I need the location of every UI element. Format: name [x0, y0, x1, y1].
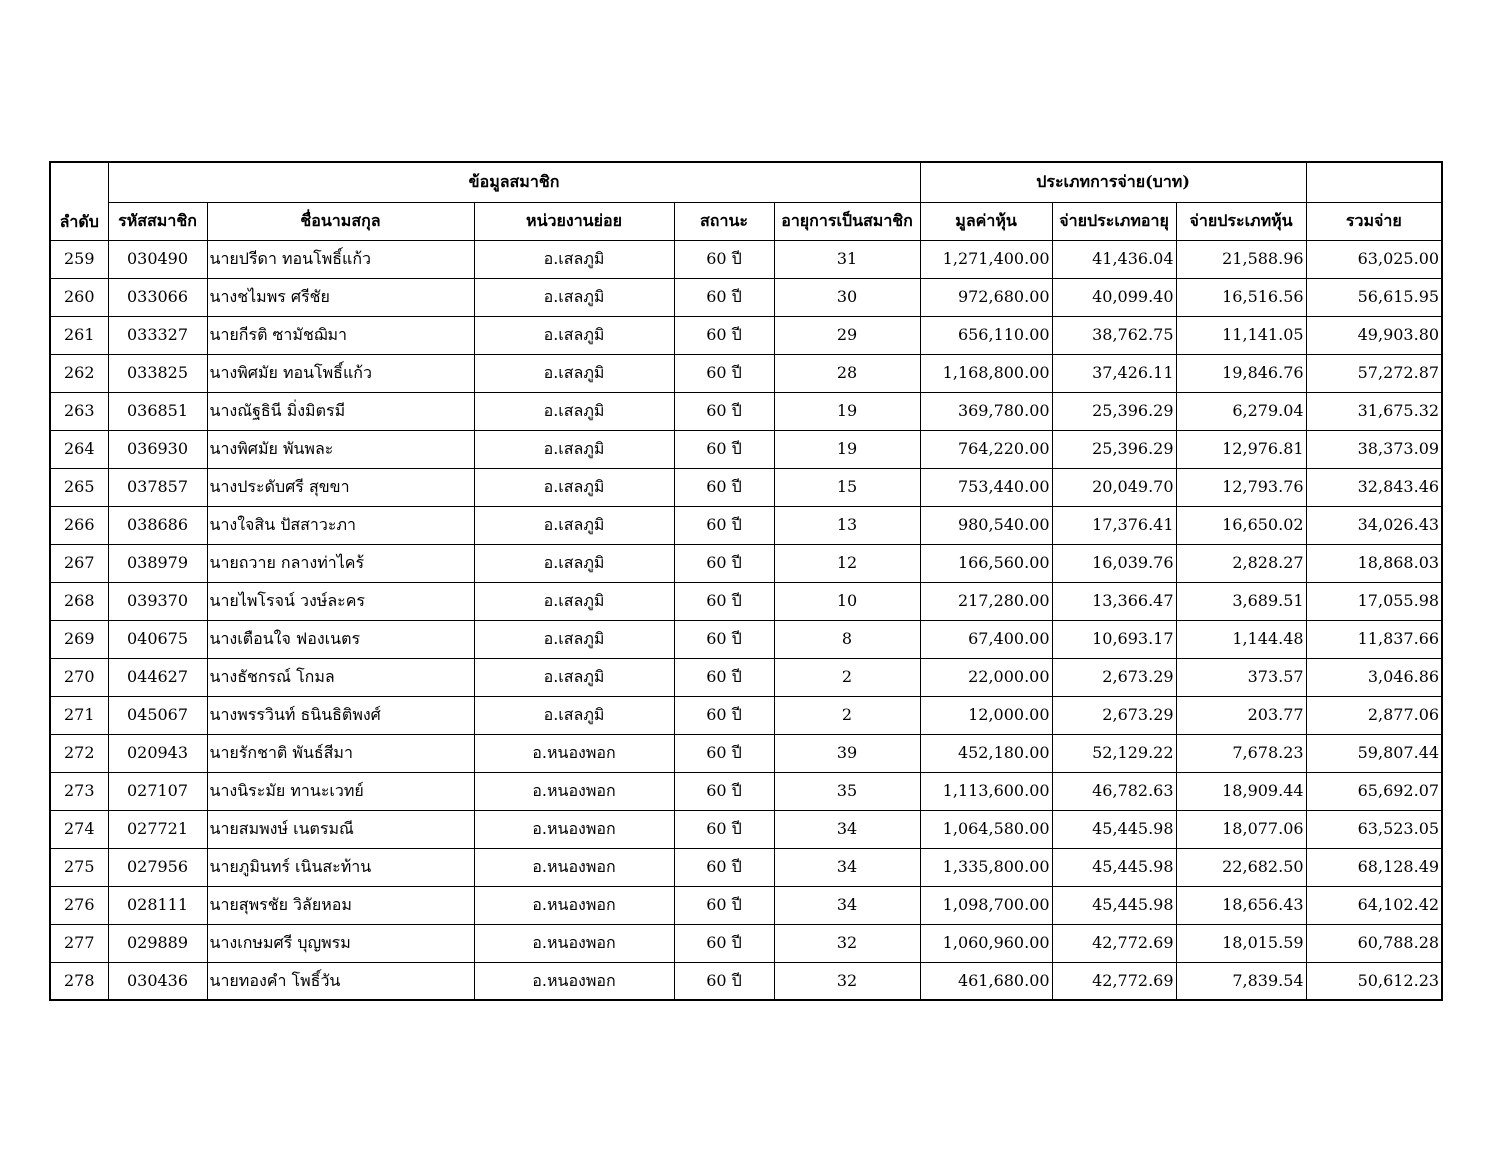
table-row — [50, 468, 1442, 506]
cell-pay-by-share: 18,909.44 — [1176, 772, 1306, 810]
cell-member-id: 045067 — [108, 696, 207, 734]
cell-member-id: 029889 — [108, 924, 207, 962]
cell-unit: อ.หนองพอก — [474, 886, 674, 924]
cell-status: 60 ปี — [674, 886, 774, 924]
table-row — [50, 696, 1442, 734]
cell-unit: อ.หนองพอก — [474, 810, 674, 848]
cell-unit: อ.เสลภูมิ — [474, 696, 674, 734]
cell-status: 60 ปี — [674, 354, 774, 392]
cell-total-pay: 2,877.06 — [1306, 696, 1442, 734]
cell-membership-years: 39 — [774, 734, 920, 772]
table-row — [50, 354, 1442, 392]
cell-index: 269 — [50, 620, 108, 658]
table-row — [50, 316, 1442, 354]
column-header-member-id: รหัสสมาชิก — [108, 202, 207, 240]
cell-share-value: 22,000.00 — [920, 658, 1052, 696]
column-header-status: สถานะ — [674, 202, 774, 240]
cell-pay-by-age: 45,445.98 — [1052, 848, 1176, 886]
cell-pay-by-age: 52,129.22 — [1052, 734, 1176, 772]
cell-unit: อ.เสลภูมิ — [474, 316, 674, 354]
cell-index: 268 — [50, 582, 108, 620]
cell-index: 262 — [50, 354, 108, 392]
cell-pay-by-age: 46,782.63 — [1052, 772, 1176, 810]
cell-name: นางเกษมศรี บุญพรม — [207, 924, 474, 962]
cell-membership-years: 28 — [774, 354, 920, 392]
cell-pay-by-age: 2,673.29 — [1052, 658, 1176, 696]
table-row — [50, 392, 1442, 430]
cell-status: 60 ปี — [674, 696, 774, 734]
table-body — [50, 240, 1442, 1000]
cell-status: 60 ปี — [674, 962, 774, 1000]
cell-status: 60 ปี — [674, 316, 774, 354]
cell-share-value: 369,780.00 — [920, 392, 1052, 430]
cell-pay-by-share: 11,141.05 — [1176, 316, 1306, 354]
cell-pay-by-share: 373.57 — [1176, 658, 1306, 696]
cell-pay-by-share: 16,516.56 — [1176, 278, 1306, 316]
cell-pay-by-age: 42,772.69 — [1052, 924, 1176, 962]
group-header-empty — [1306, 162, 1442, 202]
cell-unit: อ.เสลภูมิ — [474, 544, 674, 582]
cell-membership-years: 30 — [774, 278, 920, 316]
cell-status: 60 ปี — [674, 924, 774, 962]
cell-pay-by-age: 25,396.29 — [1052, 430, 1176, 468]
cell-status: 60 ปี — [674, 392, 774, 430]
cell-status: 60 ปี — [674, 734, 774, 772]
cell-member-id: 038686 — [108, 506, 207, 544]
cell-pay-by-share: 12,976.81 — [1176, 430, 1306, 468]
cell-membership-years: 34 — [774, 810, 920, 848]
column-header-index: ลำดับ — [50, 162, 108, 240]
cell-pay-by-age: 41,436.04 — [1052, 240, 1176, 278]
cell-pay-by-age: 42,772.69 — [1052, 962, 1176, 1000]
cell-member-id: 033066 — [108, 278, 207, 316]
table-row — [50, 810, 1442, 848]
table-row — [50, 734, 1442, 772]
cell-share-value: 1,168,800.00 — [920, 354, 1052, 392]
table-row — [50, 506, 1442, 544]
cell-total-pay: 56,615.95 — [1306, 278, 1442, 316]
cell-status: 60 ปี — [674, 582, 774, 620]
cell-index: 259 — [50, 240, 108, 278]
cell-share-value: 452,180.00 — [920, 734, 1052, 772]
cell-pay-by-share: 18,077.06 — [1176, 810, 1306, 848]
cell-pay-by-age: 17,376.41 — [1052, 506, 1176, 544]
column-header-pay-by-age: จ่ายประเภทอายุ — [1052, 202, 1176, 240]
cell-total-pay: 64,102.42 — [1306, 886, 1442, 924]
group-header-member-info: ข้อมูลสมาชิก — [108, 162, 920, 202]
table-row — [50, 240, 1442, 278]
cell-name: นางพรรวินท์ ธนินธิติพงศ์ — [207, 696, 474, 734]
table-row — [50, 430, 1442, 468]
cell-name: นายปรีดา ทอนโพธิ์แก้ว — [207, 240, 474, 278]
cell-total-pay: 60,788.28 — [1306, 924, 1442, 962]
cell-pay-by-share: 6,279.04 — [1176, 392, 1306, 430]
cell-membership-years: 29 — [774, 316, 920, 354]
cell-pay-by-share: 22,682.50 — [1176, 848, 1306, 886]
cell-name: นายถวาย กลางท่าไคร้ — [207, 544, 474, 582]
cell-pay-by-share: 18,015.59 — [1176, 924, 1306, 962]
cell-pay-by-age: 45,445.98 — [1052, 886, 1176, 924]
cell-member-id: 036930 — [108, 430, 207, 468]
cell-member-id: 037857 — [108, 468, 207, 506]
cell-index: 273 — [50, 772, 108, 810]
cell-pay-by-share: 21,588.96 — [1176, 240, 1306, 278]
cell-name: นางณัฐธินี มิ่งมิตรมี — [207, 392, 474, 430]
cell-member-id: 038979 — [108, 544, 207, 582]
cell-unit: อ.หนองพอก — [474, 924, 674, 962]
table-row — [50, 962, 1442, 1000]
cell-unit: อ.เสลภูมิ — [474, 468, 674, 506]
cell-total-pay: 3,046.86 — [1306, 658, 1442, 696]
cell-unit: อ.เสลภูมิ — [474, 240, 674, 278]
table-row — [50, 658, 1442, 696]
cell-pay-by-share: 7,839.54 — [1176, 962, 1306, 1000]
column-header-membership-years: อายุการเป็นสมาชิก — [774, 202, 920, 240]
cell-membership-years: 13 — [774, 506, 920, 544]
cell-unit: อ.เสลภูมิ — [474, 582, 674, 620]
cell-pay-by-age: 38,762.75 — [1052, 316, 1176, 354]
cell-membership-years: 8 — [774, 620, 920, 658]
cell-member-id: 030490 — [108, 240, 207, 278]
cell-status: 60 ปี — [674, 848, 774, 886]
cell-total-pay: 63,523.05 — [1306, 810, 1442, 848]
cell-member-id: 027956 — [108, 848, 207, 886]
table-row — [50, 582, 1442, 620]
cell-share-value: 1,113,600.00 — [920, 772, 1052, 810]
cell-share-value: 1,271,400.00 — [920, 240, 1052, 278]
cell-status: 60 ปี — [674, 810, 774, 848]
cell-name: นางธัชกรณ์ โกมล — [207, 658, 474, 696]
cell-name: นางนิระมัย ทานะเวทย์ — [207, 772, 474, 810]
cell-membership-years: 19 — [774, 392, 920, 430]
cell-membership-years: 2 — [774, 658, 920, 696]
cell-total-pay: 32,843.46 — [1306, 468, 1442, 506]
cell-pay-by-share: 7,678.23 — [1176, 734, 1306, 772]
cell-index: 272 — [50, 734, 108, 772]
cell-index: 276 — [50, 886, 108, 924]
cell-member-id: 033825 — [108, 354, 207, 392]
cell-pay-by-age: 37,426.11 — [1052, 354, 1176, 392]
cell-share-value: 1,064,580.00 — [920, 810, 1052, 848]
cell-unit: อ.หนองพอก — [474, 772, 674, 810]
cell-membership-years: 35 — [774, 772, 920, 810]
cell-pay-by-age: 10,693.17 — [1052, 620, 1176, 658]
cell-total-pay: 17,055.98 — [1306, 582, 1442, 620]
cell-status: 60 ปี — [674, 430, 774, 468]
cell-status: 60 ปี — [674, 468, 774, 506]
cell-pay-by-age: 45,445.98 — [1052, 810, 1176, 848]
cell-member-id: 033327 — [108, 316, 207, 354]
cell-member-id: 040675 — [108, 620, 207, 658]
cell-share-value: 656,110.00 — [920, 316, 1052, 354]
cell-unit: อ.เสลภูมิ — [474, 506, 674, 544]
cell-share-value: 1,335,800.00 — [920, 848, 1052, 886]
cell-index: 275 — [50, 848, 108, 886]
cell-name: นายภูมินทร์ เนินสะท้าน — [207, 848, 474, 886]
cell-share-value: 1,060,960.00 — [920, 924, 1052, 962]
cell-member-id: 020943 — [108, 734, 207, 772]
column-header-unit: หน่วยงานย่อย — [474, 202, 674, 240]
cell-index: 261 — [50, 316, 108, 354]
cell-status: 60 ปี — [674, 620, 774, 658]
cell-total-pay: 11,837.66 — [1306, 620, 1442, 658]
cell-pay-by-share: 18,656.43 — [1176, 886, 1306, 924]
cell-name: นางใจสิน ปัสสาวะภา — [207, 506, 474, 544]
cell-total-pay: 18,868.03 — [1306, 544, 1442, 582]
cell-index: 271 — [50, 696, 108, 734]
cell-name: นางพิศมัย พันพละ — [207, 430, 474, 468]
cell-unit: อ.เสลภูมิ — [474, 354, 674, 392]
cell-pay-by-age: 20,049.70 — [1052, 468, 1176, 506]
cell-name: นายสุพรชัย วิลัยหอม — [207, 886, 474, 924]
cell-share-value: 753,440.00 — [920, 468, 1052, 506]
cell-pay-by-share: 19,846.76 — [1176, 354, 1306, 392]
cell-membership-years: 19 — [774, 430, 920, 468]
cell-share-value: 1,098,700.00 — [920, 886, 1052, 924]
cell-pay-by-share: 12,793.76 — [1176, 468, 1306, 506]
table-row — [50, 924, 1442, 962]
table-row — [50, 772, 1442, 810]
cell-total-pay: 49,903.80 — [1306, 316, 1442, 354]
column-header-name: ชื่อนามสกุล — [207, 202, 474, 240]
column-header-pay-by-share: จ่ายประเภทหุ้น — [1176, 202, 1306, 240]
table-row — [50, 620, 1442, 658]
cell-member-id: 028111 — [108, 886, 207, 924]
cell-index: 277 — [50, 924, 108, 962]
cell-total-pay: 59,807.44 — [1306, 734, 1442, 772]
group-header-payment-types: ประเภทการจ่าย(บาท) — [920, 162, 1306, 202]
cell-name: นายสมพงษ์ เนตรมณี — [207, 810, 474, 848]
column-header-share-value: มูลค่าหุ้น — [920, 202, 1052, 240]
cell-membership-years: 12 — [774, 544, 920, 582]
cell-status: 60 ปี — [674, 658, 774, 696]
cell-total-pay: 57,272.87 — [1306, 354, 1442, 392]
cell-share-value: 461,680.00 — [920, 962, 1052, 1000]
cell-total-pay: 34,026.43 — [1306, 506, 1442, 544]
cell-index: 267 — [50, 544, 108, 582]
cell-member-id: 044627 — [108, 658, 207, 696]
cell-unit: อ.เสลภูมิ — [474, 430, 674, 468]
cell-pay-by-share: 3,689.51 — [1176, 582, 1306, 620]
cell-total-pay: 68,128.49 — [1306, 848, 1442, 886]
cell-member-id: 036851 — [108, 392, 207, 430]
cell-membership-years: 10 — [774, 582, 920, 620]
cell-name: นายกีรติ ซามัชฌิมา — [207, 316, 474, 354]
cell-index: 260 — [50, 278, 108, 316]
cell-pay-by-share: 16,650.02 — [1176, 506, 1306, 544]
cell-membership-years: 34 — [774, 848, 920, 886]
table-row — [50, 278, 1442, 316]
cell-member-id: 027107 — [108, 772, 207, 810]
cell-status: 60 ปี — [674, 240, 774, 278]
cell-pay-by-age: 16,039.76 — [1052, 544, 1176, 582]
cell-unit: อ.เสลภูมิ — [474, 620, 674, 658]
cell-total-pay: 63,025.00 — [1306, 240, 1442, 278]
cell-share-value: 67,400.00 — [920, 620, 1052, 658]
cell-status: 60 ปี — [674, 278, 774, 316]
cell-name: นางเตือนใจ ฟองเนตร — [207, 620, 474, 658]
cell-unit: อ.เสลภูมิ — [474, 278, 674, 316]
cell-pay-by-share: 2,828.27 — [1176, 544, 1306, 582]
cell-index: 265 — [50, 468, 108, 506]
column-header-total-pay: รวมจ่าย — [1306, 202, 1442, 240]
cell-share-value: 764,220.00 — [920, 430, 1052, 468]
cell-pay-by-age: 2,673.29 — [1052, 696, 1176, 734]
cell-share-value: 972,680.00 — [920, 278, 1052, 316]
cell-membership-years: 15 — [774, 468, 920, 506]
cell-pay-by-age: 13,366.47 — [1052, 582, 1176, 620]
cell-index: 274 — [50, 810, 108, 848]
cell-membership-years: 32 — [774, 962, 920, 1000]
cell-share-value: 166,560.00 — [920, 544, 1052, 582]
cell-index: 266 — [50, 506, 108, 544]
cell-total-pay: 50,612.23 — [1306, 962, 1442, 1000]
cell-status: 60 ปี — [674, 544, 774, 582]
table-row — [50, 848, 1442, 886]
group-header-row — [50, 162, 1442, 202]
cell-unit: อ.หนองพอก — [474, 734, 674, 772]
cell-membership-years: 32 — [774, 924, 920, 962]
cell-member-id: 039370 — [108, 582, 207, 620]
cell-total-pay: 38,373.09 — [1306, 430, 1442, 468]
column-header-row — [50, 202, 1442, 240]
table-row — [50, 544, 1442, 582]
cell-share-value: 217,280.00 — [920, 582, 1052, 620]
cell-name: นางชไมพร ศรีชัย — [207, 278, 474, 316]
cell-index: 263 — [50, 392, 108, 430]
cell-membership-years: 2 — [774, 696, 920, 734]
table-row — [50, 886, 1442, 924]
cell-pay-by-share: 1,144.48 — [1176, 620, 1306, 658]
member-payment-table — [49, 161, 1443, 1001]
cell-name: นายทองคำ โพธิ์วัน — [207, 962, 474, 1000]
cell-index: 264 — [50, 430, 108, 468]
cell-pay-by-age: 40,099.40 — [1052, 278, 1176, 316]
cell-index: 278 — [50, 962, 108, 1000]
cell-name: นายไพโรจน์ วงษ์ละคร — [207, 582, 474, 620]
cell-name: นางประดับศรี สุขขา — [207, 468, 474, 506]
cell-member-id: 027721 — [108, 810, 207, 848]
cell-index: 270 — [50, 658, 108, 696]
cell-membership-years: 31 — [774, 240, 920, 278]
cell-share-value: 12,000.00 — [920, 696, 1052, 734]
cell-total-pay: 31,675.32 — [1306, 392, 1442, 430]
cell-status: 60 ปี — [674, 506, 774, 544]
cell-total-pay: 65,692.07 — [1306, 772, 1442, 810]
cell-member-id: 030436 — [108, 962, 207, 1000]
cell-share-value: 980,540.00 — [920, 506, 1052, 544]
cell-status: 60 ปี — [674, 772, 774, 810]
cell-name: นางพิศมัย ทอนโพธิ์แก้ว — [207, 354, 474, 392]
cell-pay-by-share: 203.77 — [1176, 696, 1306, 734]
cell-membership-years: 34 — [774, 886, 920, 924]
cell-unit: อ.เสลภูมิ — [474, 658, 674, 696]
cell-unit: อ.หนองพอก — [474, 962, 674, 1000]
cell-unit: อ.เสลภูมิ — [474, 392, 674, 430]
cell-pay-by-age: 25,396.29 — [1052, 392, 1176, 430]
cell-name: นายรักชาติ พันธ์สีมา — [207, 734, 474, 772]
cell-unit: อ.หนองพอก — [474, 848, 674, 886]
